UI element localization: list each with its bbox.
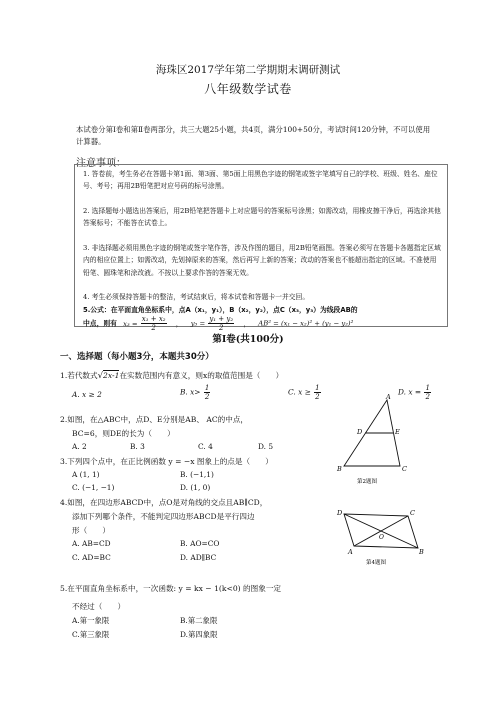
exam-title: 海珠区2017学年第二学期期末调研测试 [155, 64, 341, 76]
q5-option-c: C.第三象限 [72, 630, 110, 639]
notice-box [74, 164, 448, 332]
q3-option-a: A (1, 1) [72, 470, 100, 479]
label-b: B [337, 465, 342, 473]
q1-option-d-fraction [424, 384, 430, 401]
q2-option-a: A. 2 [72, 442, 87, 451]
q1-stem-suffix: 在实数范围内有意义，则x的取值范围是（ ） [119, 371, 284, 380]
notice-item-1: 1. 答卷前，考生务必在答题卡第1面、第3面、第5面上用黑色字迹的钢笔或签字笔填写自己的学校、班级、姓名、座位号、考号；再用2B铅笔把对应号码的标号涂黑。 [83, 170, 438, 191]
q1-radical: √2x-1 [97, 371, 120, 381]
q3-option-d: D. (1, 0) [180, 483, 211, 492]
q4-stem-line3: 形（ ） [72, 526, 110, 535]
notice-formula-line: 中点，则有 x₃ = $\frac{\text{x₁ + x₂}}{2}$ ， y₃ = $\frac{\text{y₁ + y₂}}{2}$ ， AB² = (x₁ − x₂)² + (y₁ − y₂)² [83, 315, 354, 332]
q4-stem-line1: 4.如图，在四边形ABCD中，点O是对角线的交点且AB∥CD， [60, 498, 268, 507]
q1-stem [60, 370, 283, 381]
formula-lead: 中点，则有 [83, 319, 117, 328]
q1-option-b [180, 384, 211, 401]
q1-c-den: 2 [315, 393, 320, 401]
q4-option-c: C. AD=BC [72, 553, 111, 562]
q1-option-c-fraction [314, 384, 320, 401]
notice-item-3: 3. 非选择题必须用黑色字迹的钢笔或签字笔作答，涉及作图的题目，用2B铅笔画图。答案必须写在答题卡各题指定区域内的相应位置上；如需改动，先划掉原来的答案，然后再写上新的答案；改动的答案也不能超出指定的区域。不准使用铅笔、圆珠笔和涂改液。不按以上要求作答的答案无效。 [83, 244, 441, 277]
label-c: C [410, 509, 415, 517]
label-o: O [379, 534, 384, 541]
q4-option-d: D. AD∥BC [180, 553, 217, 562]
formula-y3-denominator: 2 [219, 324, 224, 332]
formula-x3-fraction [141, 315, 167, 332]
q1-c-num: 1 [315, 384, 320, 392]
q1-d-num: 1 [425, 384, 430, 392]
q5-stem-line1: 5.在平面直角坐标系中，一次函数: y = kx − 1(k<0) 的图象一定 [60, 584, 282, 593]
q4-quadrilateral-figure [334, 506, 428, 570]
q4-stem-line2: 添加下列哪个条件，不能判定四边形ABCD是平行四边 [72, 512, 255, 521]
q2-figure-caption: 第2题图 [357, 479, 377, 485]
q2-option-b: B. 3 [130, 442, 145, 451]
q1-option-b-fraction [204, 384, 210, 401]
q2-stem-line1: 2.如图，在△ABC中，点D、E分别是AB、 AC的中点， [60, 415, 249, 424]
formula-y3-fraction [208, 315, 234, 332]
label-e: E [395, 428, 400, 436]
q1-stem-prefix: 1.若代数式 [60, 371, 98, 380]
exam-intro: 本试卷分第Ⅰ卷和第Ⅱ卷两部分，共三大题25小题，共4页，满分100+50分，考试时间120分钟，不可以使用计算器。 [76, 125, 431, 146]
formula-x3-denominator: 2 [151, 324, 156, 332]
q5-option-b: B.第二象限 [180, 616, 218, 625]
section-title: 第Ⅰ卷(共100分) [212, 334, 284, 345]
q3-option-c: C. (−1, −1) [72, 483, 115, 492]
q1-radicand: 2x-1 [103, 371, 120, 380]
formula-x3-numerator: x₁ + x₂ [141, 315, 166, 323]
formula-y3-numerator: y₁ + y₂ [209, 315, 234, 323]
q1-b-den: 2 [204, 393, 210, 401]
label-d: D [357, 428, 363, 436]
q1-option-d-prefix: D. x = [398, 387, 422, 397]
q3-option-b: B. (−1,1) [180, 470, 214, 479]
notice-item-4: 4. 考生必须保持答题卡的整洁，考试结束后，将本试卷和答题卡一并交回。 [83, 293, 310, 301]
q3-stem: 3.下列四个点中，在正比例函数 y = −x 图象上的点是（ ） [60, 457, 273, 466]
label-a: A [386, 393, 391, 401]
q5-stem-line2: 不经过（ ） [72, 602, 126, 611]
q1-option-b-prefix: B. x> [180, 387, 201, 397]
q1-d-den: 2 [425, 393, 430, 401]
label-a: A [348, 548, 353, 556]
q5-option-a: A.第一象限 [72, 616, 110, 625]
q2-option-d: D. 5 [258, 442, 274, 451]
q1-option-c-prefix: C. x ≥ [288, 387, 311, 397]
formula-ab: AB² = (x₁ − x₂)² + (y₁ − y₂)² [258, 319, 354, 328]
q1-b-num: 1 [204, 384, 210, 392]
q5-option-d: D.第四象限 [180, 630, 218, 639]
q2-option-c: C. 4 [198, 442, 213, 451]
label-d: D [337, 509, 343, 517]
notice-formula-intro: 5.公式：在平面直角坐标系中，点A（x₁，y₁），B（x₂，y₂），点C（x₃，y₃）为线段AB的 [83, 306, 358, 314]
formula-x3: x₃ = [123, 319, 138, 328]
label-c: C [402, 465, 407, 473]
q4-option-a: A. AB=CD [72, 539, 111, 548]
q2-stem-line2: BC=6，则DE的长为（ ） [72, 429, 175, 438]
q2-triangle-figure [330, 392, 420, 488]
q1-option-c [288, 384, 322, 401]
part1-title: 一、选择题（每小题3分，本题共30分） [60, 352, 214, 362]
notice-item-2: 2. 选择题每小题选出答案后，用2B铅笔把答题卡上对应题号的答案标号涂黑；如需改动，用橡皮擦干净后，再选涂其他答案标号；不能答在试卷上。 [83, 207, 441, 228]
diagonal-ab [354, 516, 408, 546]
formula-y3: y₃ = [190, 319, 206, 328]
q4-figure-caption: 第4题图 [366, 560, 386, 566]
q1-option-a: A. x ≥ 2 [72, 390, 102, 399]
label-b: B [419, 548, 424, 556]
q4-option-b: B. AO=CO [180, 539, 220, 548]
exam-subtitle: 八年级数学试卷 [204, 82, 292, 96]
notice-heading: 注意事项： [76, 158, 126, 169]
